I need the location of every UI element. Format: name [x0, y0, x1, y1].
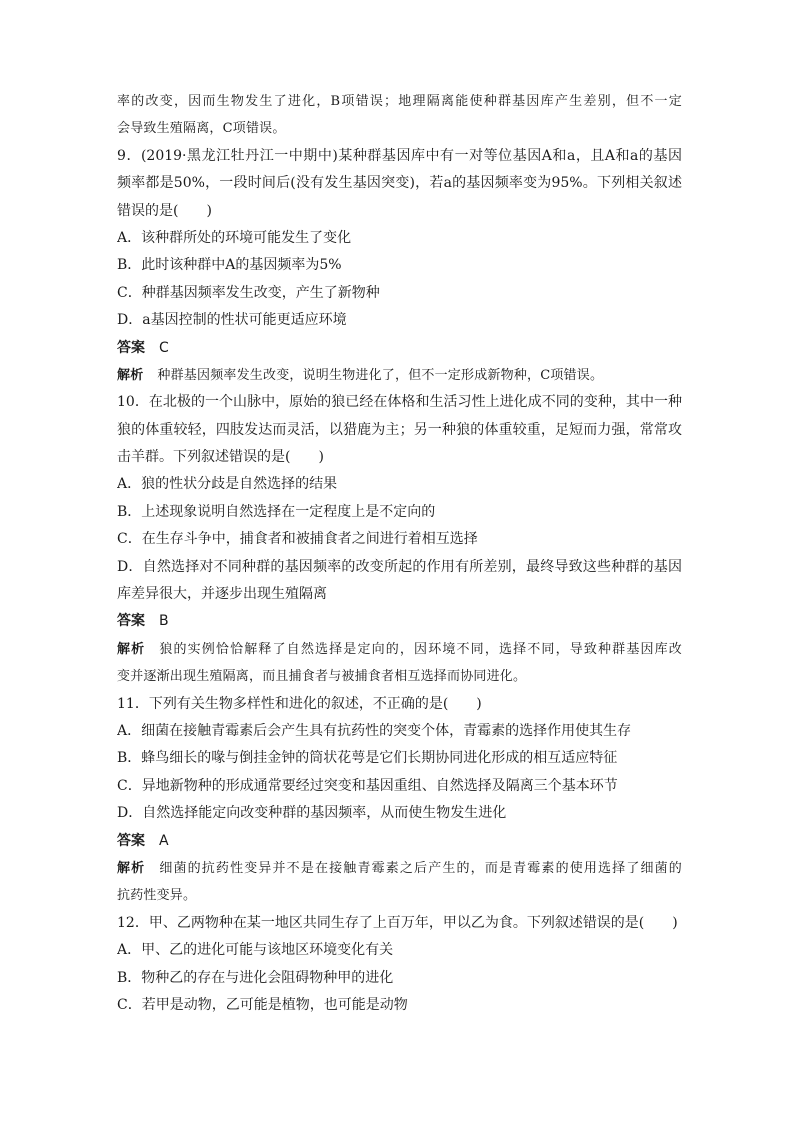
- text-line: C．在生存斗争中，捕食者和被捕食者之间进行着相互选择: [117, 531, 478, 548]
- text-block: [117, 718, 682, 745]
- answer-value: B: [159, 613, 169, 630]
- answer-row: [117, 608, 682, 635]
- analysis-block: [117, 636, 682, 691]
- text-line: [117, 855, 682, 882]
- text-line: C．若甲是动物，乙可能是植物，也可能是动物: [117, 996, 408, 1013]
- text-line: 变并逐渐出现生殖隔离，而且捕食者与被捕食者相互选择而协同进化。: [117, 669, 527, 685]
- text-block: [117, 691, 682, 718]
- analysis-label: 解析: [117, 860, 146, 876]
- text-block: [117, 88, 682, 143]
- text-block: [117, 499, 682, 526]
- answer-line: [117, 608, 682, 635]
- answer-label: 答案: [117, 613, 145, 630]
- analysis-label: 解析: [117, 367, 144, 383]
- text-line: [117, 362, 682, 389]
- text-line: C．种群基因频率发生改变，产生了新物种: [117, 284, 380, 301]
- text-block: [117, 745, 682, 772]
- text-block: [117, 773, 682, 800]
- text-line: B．此时该种群中A的基因频率为5%: [117, 257, 342, 274]
- text-block: [117, 910, 682, 937]
- text-line: B．上述现象说明自然选择在一定程度上是不定向的: [117, 503, 436, 520]
- text-line: 9．(2019·黑龙江牡丹江一中期中)某种群基因库中有一对等位基因A和a，且A和a的基因: [117, 147, 682, 164]
- text-line: A．细菌在接触青霉素后会产生具有抗药性的突变个体，青霉素的选择作用使其生存: [117, 722, 632, 739]
- answer-line: [117, 335, 682, 362]
- text-line: 率的改变，因而生物发生了进化，B项错误；地理隔离能使种群基因库产生差别，但不一定: [117, 94, 682, 109]
- text-line: 抗药性变异。: [117, 888, 197, 904]
- text-line: D．自然选择对不同种群的基因频率的改变所起的作用有所差别，最终导致这些种群的基因: [117, 558, 682, 575]
- answer-row: [117, 335, 682, 362]
- text-line: [117, 636, 682, 663]
- text-line: B．蜂鸟细长的喙与倒挂金钟的筒状花萼是它们长期协同进化形成的相互适应特征: [117, 750, 618, 767]
- text-line: A．狼的性状分歧是自然选择的结果: [117, 476, 338, 493]
- text-block: [117, 280, 682, 307]
- answer-value: C: [159, 339, 169, 356]
- text-line: 库差异很大，并逐步出现生殖隔离: [117, 586, 327, 603]
- text-block: [117, 307, 682, 334]
- text-line: 10．在北极的一个山脉中，原始的狼已经在体格和生活习性上进化成不同的变种，其中一种: [117, 394, 682, 411]
- answer-line: [117, 828, 682, 855]
- text-block: [117, 992, 682, 1019]
- text-block: [117, 937, 682, 964]
- text-line: 狼的体重较轻，四肢发达而灵活，以猎鹿为主；另一种狼的体重较重，足短而力强，常常攻: [117, 421, 682, 438]
- text-block: [117, 471, 682, 498]
- answer-row: [117, 828, 682, 855]
- text-line: 错误的是( ): [117, 202, 212, 219]
- answer-label: 答案: [117, 832, 145, 849]
- analysis-block: [117, 362, 682, 389]
- answer-value: A: [159, 832, 169, 849]
- document-page: [117, 88, 682, 1019]
- text-block: [117, 800, 682, 827]
- text-block: [117, 143, 682, 225]
- text-line: 11．下列有关生物多样性和进化的叙述，不正确的是( ): [117, 695, 482, 712]
- analysis-text: 狼的实例恰恰解释了自然选择是定向的，因环境不同，选择不同，导致种群基因库改: [159, 641, 682, 657]
- text-line: D．自然选择能定向改变种群的基因频率，从而使生物发生进化: [117, 805, 507, 822]
- text-block: [117, 225, 682, 252]
- text-block: [117, 389, 682, 471]
- text-line: A．该种群所处的环境可能发生了变化: [117, 229, 352, 246]
- text-block: [117, 252, 682, 279]
- text-line: B．物种乙的存在与进化会阻碍物种甲的进化: [117, 969, 394, 986]
- text-line: D．a基因控制的性状可能更适应环境: [117, 312, 347, 329]
- text-block: [117, 965, 682, 992]
- text-block: [117, 526, 682, 553]
- answer-label: 答案: [117, 339, 145, 356]
- text-line: 会导致生殖隔离，C项错误。: [117, 121, 286, 137]
- text-line: C．异地新物种的形成通常要经过突变和基因重组、自然选择及隔离三个基本环节: [117, 777, 618, 794]
- text-line: 12．甲、乙两物种在某一地区共同生存了上百万年，甲以乙为食。下列叙述错误的是( ): [117, 914, 678, 931]
- analysis-text: 细菌的抗药性变异并不是在接触青霉素之后产生的，而是青霉素的使用选择了细菌的: [159, 860, 682, 876]
- analysis-text: 种群基因频率发生改变，说明生物进化了，但不一定形成新物种，C项错误。: [157, 367, 604, 383]
- text-line: A．甲、乙的进化可能与该地区环境变化有关: [117, 942, 394, 959]
- analysis-label: 解析: [117, 641, 146, 657]
- text-block: [117, 554, 682, 609]
- text-line: 击羊群。下列叙述错误的是( ): [117, 449, 324, 466]
- analysis-block: [117, 855, 682, 910]
- text-line: 频率都是50%，一段时间后(没有发生基因突变)，若a的基因频率变为95%。下列相关叙述: [117, 175, 682, 192]
